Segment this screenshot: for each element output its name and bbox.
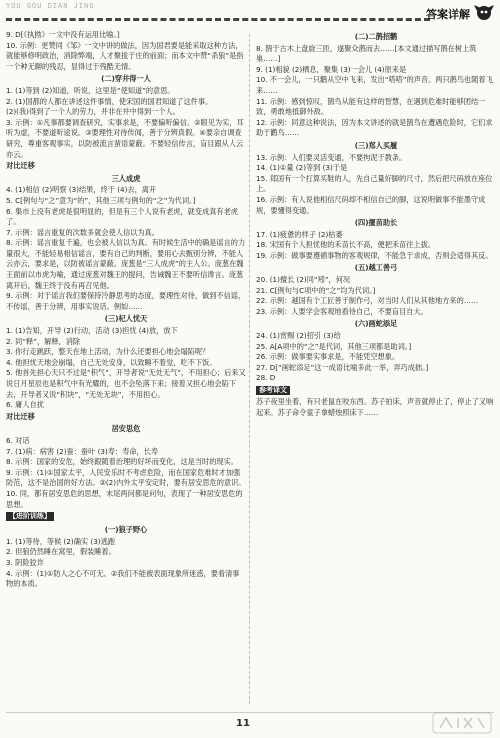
answer-item: 2. (1)国都的人都在讲述这件事情，使宋国的国君知道了这件事。 xyxy=(6,96,213,106)
section-heading: (六)画蛇添足 xyxy=(354,319,398,329)
answer-item: 11. 示例：感到惊叹，鹊鸟从能有这样的智慧，在遇到危难时能够团结一致，勇敢地抵御外敌。 xyxy=(256,96,486,117)
section-tag: 【进阶训练】 xyxy=(6,512,54,521)
answer-item: 12. 示例：同意这种说法，因为本文讲述的就是鹊鸟在遭遇危险时，它们求助于鹳鸟…… xyxy=(256,117,493,138)
section-tag: 参考译文 xyxy=(256,386,290,395)
section-heading: (四)揠苗助长 xyxy=(354,218,398,228)
section-heading: 三人成虎 xyxy=(111,173,141,183)
answer-item: 8. 示例：谣言重复千遍，也会被人信以为真。有时候生活中的确是谣言的力量很大，不能轻易相信谣言，要有自己的判断，要用心去甄别分辨，不能人云亦云，要求是，以防被谣言蒙蔽。庞葱是“三人成虎”的主人公。庞葱在魏王面前以市虎为喻，通过庞葱对魏王的提问，告诫魏王不要听信谗言。庞葱离开后，魏王终于没有再召见他。 xyxy=(6,238,246,290)
right-column xyxy=(256,30,496,710)
subsection-heading: 对比迁移 xyxy=(6,161,35,171)
answer-item: 17. (1)疲惫的样子 (2)枯萎 xyxy=(256,229,343,239)
answer-item: 苏子夜里坐着，有只老鼠在咬东西。苏子拍床，声音就停止了，停止了又响起来。苏子命令童子拿蜡烛照床下…… xyxy=(256,397,494,417)
watermark-stamp-icon xyxy=(432,712,492,734)
answer-item: 4. 他担忧天地会崩塌，自己无处安身，以致睡不着觉，吃不下饭。 xyxy=(6,357,217,367)
section-heading: (一)狼子野心 xyxy=(104,525,148,535)
answer-item: 1. (1)告知，开导 (2)行动，活动 (3)担忧 (4)放，放下 xyxy=(6,326,178,336)
section-heading: (二)穿井得一人 xyxy=(101,74,151,84)
section-heading: (五)越工善弓 xyxy=(354,263,398,273)
answer-item: 6. 集市上没有老虎是很明显的，但是有三个人说有老虎，就变成真有老虎了。 xyxy=(6,206,238,227)
header-brand: YOU GOU DIAN JING xyxy=(6,3,95,11)
answer-item: 3. 你行走跳跃，整天在地上活动，为什么还要担心地会塌陷呢？ xyxy=(6,347,210,357)
answer-item: 18. 宋国有个人担忧他的禾苗长不高，便把禾苗往上拔。 xyxy=(256,240,436,250)
page-header xyxy=(0,0,500,26)
answer-item: 22. 示例：越国有个工匠善于制作弓，对当时人们从其他地方来的…… xyxy=(256,296,479,306)
answer-item: 21. C[例句与C项中的“之”均为代词。] xyxy=(256,285,376,295)
answer-item: 9. (1)相貌 (2)栖息，聚集 (3)一会儿 (4)原来是 xyxy=(256,64,407,74)
answer-item: 4. (1)相信 (2)明察 (3)结果，终于 (4)去，离开 xyxy=(6,185,157,195)
answer-item: 7. (1)病：病害 (2)蚕：蚕叶 (3)寿：寿命，长寿 xyxy=(6,446,159,456)
answer-item: 1. (1)等到 (2)知道，听说，这里是“使知道”的意思。 xyxy=(6,85,175,95)
column-divider xyxy=(249,34,250,704)
header-rule xyxy=(6,18,430,21)
answer-item: 24. (1)赏赐 (2)招引 (3)给 xyxy=(256,331,341,341)
section-heading: (三)郑人买履 xyxy=(354,140,398,150)
answer-item: 8. 鹊于古木上盘旋三匝，遂聚众鹊而去……[本文通过描写鹊在树上筑巢……] xyxy=(256,43,477,64)
answer-item: 9. 示例：(1)①国家太平，人民安乐时不考虑危险，而在国家危难时才加强防范，这不是治国的好方法。②(2)内外太平安定时，要有居安思危的意识。 xyxy=(6,467,246,488)
answer-item: 3. 示例：①凡事都要调查研究，实事求是，不要偏听偏信。②眼见为实，耳听为虚，不要道听途说。③要理性对待传闻，善于分辨真假。④要亲自调查研究，尊重客观事实，以防被流言蜚语蒙蔽。不要轻信传言，盲目跟从人云亦云。 xyxy=(6,117,244,159)
answer-item: 26. 示例：做事要实事求是，不能凭空想象。 xyxy=(256,352,400,362)
answer-item: 5. 他首先担心天只不过是“积气”，开导者说“无处无气”，不用担心；后来又说日月星辰也是积气中有光耀的，也不会坠落下来；接着又担心地会陷下去，开导者又说“积块”，“无处无块”，不用担心。 xyxy=(6,368,246,399)
answer-item: 15. 郑国有一个打算买鞋的人，先自己量好脚的尺寸，然后把尺码放在座位上。 xyxy=(256,173,493,194)
answer-item: (2)(我)得到了一个人的劳力，并非在井中得到一个人。 xyxy=(6,107,180,117)
footer-rule xyxy=(6,712,494,713)
answer-item: 19. 示例：做事要遵循事物的客观规律，不能急于求成，否则会适得其反。 xyxy=(256,250,493,260)
subsection-heading: 对比迁移 xyxy=(6,411,35,421)
answer-item: 1. (1)等待，等候 (2)确实 (3)逃跑 xyxy=(6,536,115,546)
header-title: 答案详解 xyxy=(426,8,470,21)
answer-item: 23. 示例：人要学会客观地看待自己，不要盲目自大。 xyxy=(256,306,428,316)
answer-item: 2. 同“释”，解释，消除 xyxy=(6,336,81,346)
answer-item: 14. (1)①量 (2)等到 (3)于是 xyxy=(256,163,348,173)
section-heading: (二)二鹊招鹳 xyxy=(354,32,398,41)
left-column xyxy=(6,30,246,710)
answer-item: 4. 示例：(1)①防人之心不可无。②我们不能被表面现象所迷惑，要看清事物的本质。 xyxy=(6,568,240,589)
section-heading: 居安思危 xyxy=(111,424,141,434)
answer-item: 2. 但狼仍然睡在窝里，假装睡着。 xyxy=(6,547,116,557)
answer-item: 28. D xyxy=(256,373,276,383)
answer-item: 8. 示例：国家的安危，始终跟随着治理的好坏而变化，这是当时的现实。 xyxy=(6,457,238,467)
mascot-icon xyxy=(472,1,496,23)
answer-item: 5. C[例句与“之”意为“的”，其他三项与例句的“之”为代词。] xyxy=(6,195,196,205)
answer-item: 10. 同，都有居安思危的思想，末尾两问都是问句，表现了一种居安思危的思想。 xyxy=(6,488,243,509)
answer-item: 7. 示例：谣言重复的次数多就会使人信以为真。 xyxy=(6,227,159,237)
answer-item: 3. 阴险狡诈 xyxy=(6,557,44,567)
answer-item: 6. 对话 xyxy=(6,435,30,445)
page-number: 11 xyxy=(236,718,250,729)
answer-item: 10. 不一会儿，一只鹳从空中飞来，发出“嗒嗒”的声音。两只鹊鸟也随着飞来…… xyxy=(256,75,493,95)
answer-item: 20. (1)擅长 (2)同“矧”，何况 xyxy=(256,275,351,285)
answer-item: 25. A[A项中的“之”是代词，其他三项都是助词。] xyxy=(256,341,412,351)
section-heading: (三)杞人忧天 xyxy=(104,314,148,324)
answer-item: 16. 示例：有人说他相信尺码却不相信自己的脚，这说明做事不能墨守成规，要懂得变通。 xyxy=(256,194,486,215)
answer-item: 27. D[“画蛇添足”这一成语比喻多此一举，弄巧成拙。] xyxy=(256,362,429,372)
answer-item: 6. 庸人自扰 xyxy=(6,400,44,410)
answer-item: 10. 示例：更赞同《邹》一文中讲的做法，因为国君要是能采取这种方法，就能够修明政治，消除弊端，人才聚拢于庄的前面；而本文中赞“杀狼”是指一个种无聊的残忍，显得过于残酷无情。 xyxy=(6,40,244,71)
answer-item: 9. 示例：对于谣言我们要保持冷静思考的态度，要理性对待，做到不信谣，不传谣，善于分辨，用事实说话。例如…… xyxy=(6,291,246,311)
answer-item: 13. 示例：人们要灵活变通，不要拘泥于教条。 xyxy=(256,152,407,162)
answer-item: 9. D[《执拗》一文中没有运用比喻。] xyxy=(6,30,120,39)
